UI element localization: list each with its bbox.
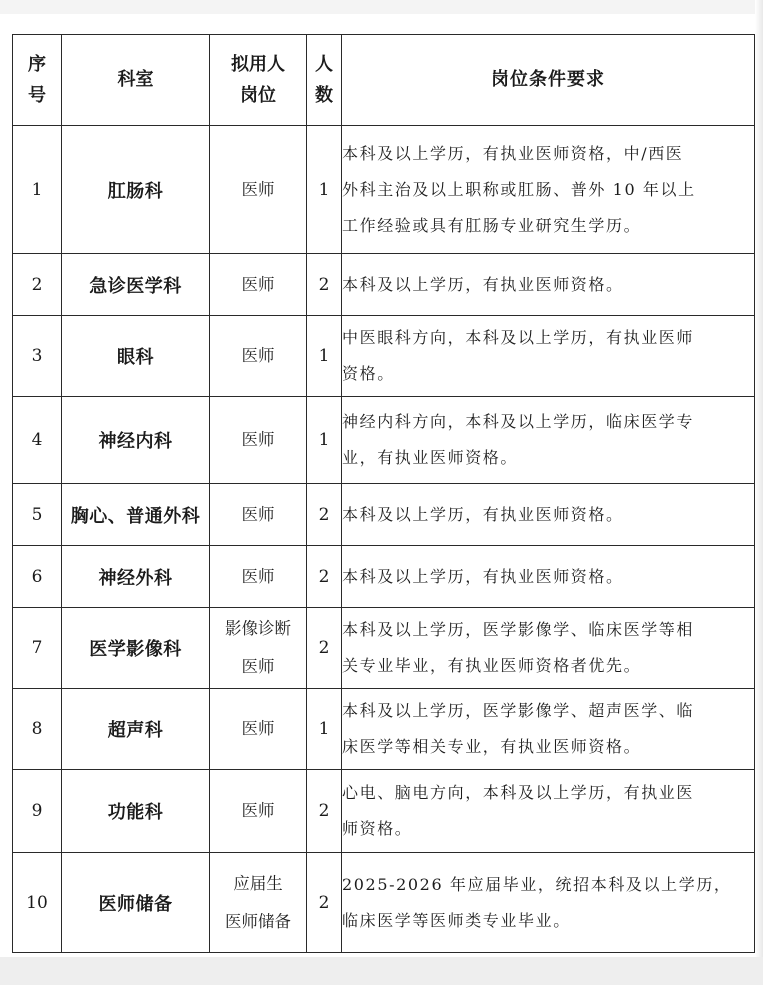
department-cell: 医学影像科 [62,608,210,689]
header-row [13,35,755,126]
table-row [13,484,755,546]
post-cell [210,608,307,689]
department-cell: 医师储备 [62,853,210,953]
table-row [13,608,755,689]
headcount-cell: 2 [307,254,342,316]
post-cell: 医师 [210,689,307,770]
headcount-cell: 1 [307,689,342,770]
header-serial-number: 序 号 [13,35,62,126]
post-cell: 医师 [210,484,307,546]
requirements-cell [342,254,755,316]
headcount-cell: 2 [307,608,342,689]
requirements-cell [342,689,755,770]
post-line: 医师储备 [225,911,291,931]
table-row [13,770,755,853]
requirements-cell [342,316,755,397]
post-cell: 医师 [210,546,307,608]
page-right-edge [755,0,763,985]
headcount-cell: 2 [307,853,342,953]
table-row [13,126,755,254]
requirements-cell [342,853,755,953]
requirements-cell [342,608,755,689]
department-cell: 神经外科 [62,546,210,608]
table-row [13,689,755,770]
post-cell: 医师 [210,397,307,484]
requirement-line: 业，有执业医师资格。 [342,448,519,467]
requirements-cell [342,770,755,853]
headcount-cell: 2 [307,484,342,546]
requirement-line: 本科及以上学历，医学影像学、超声医学、临 [342,701,695,720]
requirement-line: 本科及以上学历，医学影像学、临床医学等相 [342,620,695,639]
requirement-line: 本科及以上学历，有执业医师资格。 [342,504,624,524]
department-cell: 超声科 [62,689,210,770]
page-bottom-margin [0,957,763,985]
table-row [13,397,755,484]
department-cell: 肛肠科 [62,126,210,254]
table-row [13,853,755,953]
department-cell: 急诊医学科 [62,254,210,316]
serial-number-cell: 3 [13,316,62,397]
requirement-line: 本科及以上学历，有执业医师资格，中/西医 [342,143,684,163]
headcount-cell: 2 [307,770,342,853]
requirement-line: 本科及以上学历，有执业医师资格。 [342,566,624,586]
header-post: 拟用人 岗位 [210,35,307,126]
requirements-cell [342,126,755,254]
serial-number-cell: 2 [13,254,62,316]
table-row [13,546,755,608]
requirement-line: 床医学等相关专业，有执业医师资格。 [342,737,642,756]
requirement-line: 关专业毕业，有执业医师资格者优先。 [342,656,642,675]
headcount-cell: 1 [307,126,342,254]
serial-number-cell: 10 [13,853,62,953]
table-row [13,254,755,316]
header-headcount: 人 数 [307,35,342,126]
serial-number-cell: 6 [13,546,62,608]
page-top-margin [0,0,763,14]
serial-number-cell: 4 [13,397,62,484]
serial-number-cell: 1 [13,126,62,254]
department-cell: 功能科 [62,770,210,853]
requirements-cell [342,546,755,608]
post-line: 医师 [241,657,275,676]
headcount-cell: 1 [307,316,342,397]
requirement-line: 2025-2026 年应届毕业，统招本科及以上学历， [342,874,732,894]
department-cell: 神经内科 [62,397,210,484]
serial-number-cell: 7 [13,608,62,689]
post-line: 影像诊断 [225,619,291,638]
requirement-line: 神经内科方向，本科及以上学历，临床医学专 [342,412,695,431]
headcount-cell: 2 [307,546,342,608]
table-row [13,316,755,397]
requirements-cell [342,397,755,484]
department-cell: 眼科 [62,316,210,397]
requirement-line: 中医眼科方向，本科及以上学历，有执业医师 [342,328,695,347]
requirement-line: 临床医学等医师类专业毕业。 [342,910,571,930]
recruitment-table [12,34,755,953]
post-cell: 医师 [210,254,307,316]
requirement-line: 本科及以上学历，有执业医师资格。 [342,274,624,294]
requirement-line: 外科主治及以上职称或肛肠、普外 10 年以上 [342,179,696,199]
post-cell: 医师 [210,126,307,254]
requirements-cell [342,484,755,546]
post-cell [210,853,307,953]
post-cell: 医师 [210,770,307,853]
serial-number-cell: 5 [13,484,62,546]
post-cell: 医师 [210,316,307,397]
requirement-line: 资格。 [342,364,395,383]
serial-number-cell: 8 [13,689,62,770]
requirement-line: 心电、脑电方向，本科及以上学历，有执业医 [342,783,695,802]
department-cell: 胸心、普通外科 [62,484,210,546]
header-requirements: 岗位条件要求 [342,35,755,126]
header-department: 科室 [62,35,210,126]
requirement-line: 师资格。 [342,819,413,838]
serial-number-cell: 9 [13,770,62,853]
post-line: 应届生 [233,873,283,893]
requirement-line: 工作经验或具有肛肠专业研究生学历。 [342,215,642,235]
headcount-cell: 1 [307,397,342,484]
